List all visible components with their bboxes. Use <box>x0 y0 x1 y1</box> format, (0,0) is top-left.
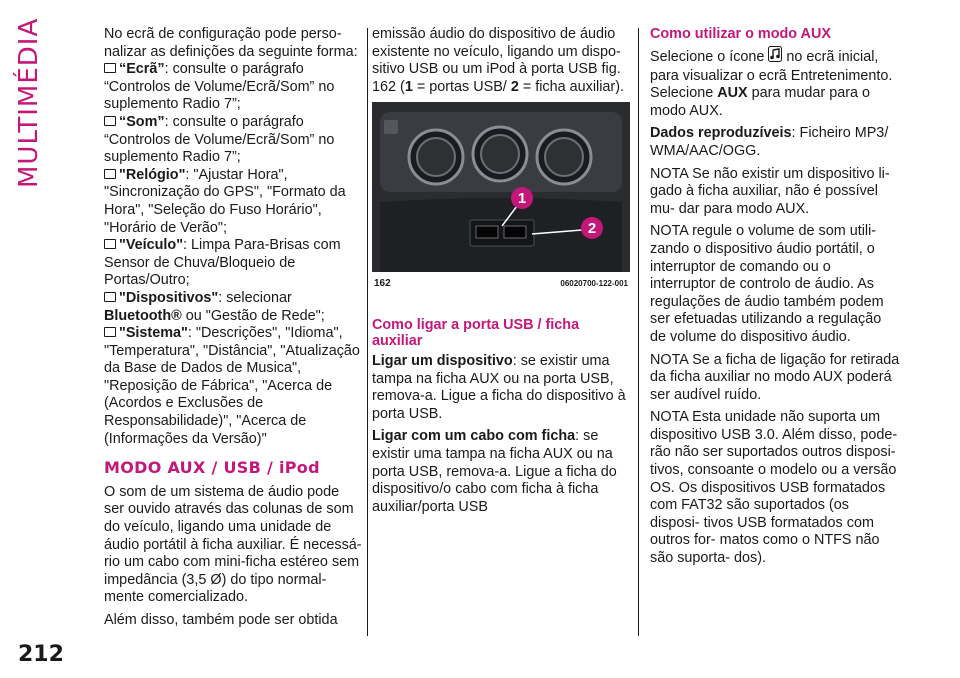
hvac-knob-left <box>409 130 463 184</box>
column-3 <box>650 26 900 573</box>
list-item <box>104 167 362 237</box>
text-run: : se existir uma tampa na ficha AUX ou na porta USB, remova-a. Ligue a ficha do dispositivo à porta USB. <box>372 352 626 422</box>
item-label: "Sistema" <box>119 325 188 342</box>
callout-2: 2 <box>587 220 597 238</box>
list-item <box>104 61 362 114</box>
section-heading: Como utilizar o modo AUX <box>650 26 831 42</box>
bold-term: AUX <box>717 85 748 102</box>
note-paragraph: NOTA regule o volume de som utili- zando o dispositivo áudio portátil, o interruptor de comando ou o interruptor de controlo de áudio. As regulações de áudio também podem ser efetuadas utilizando a regulação de volume do dispositivo áudio. <box>650 223 884 345</box>
section-tab-title: MULTIMÉDIA <box>14 17 44 188</box>
list-item <box>104 237 362 290</box>
ref-number: 1 <box>404 78 413 95</box>
item-text: : consulte o parágrafo “Controlos de Volume/Ecrã/Som” no suplemento Radio 7”; <box>104 61 335 113</box>
paragraph <box>650 125 900 160</box>
music-note-icon <box>768 46 782 68</box>
text-run: : Ficheiro MP3/ WMA/AAC/OGG. <box>650 125 889 159</box>
column-divider <box>367 28 368 636</box>
figure-caption <box>372 272 630 293</box>
paragraph <box>650 46 900 120</box>
note-paragraph: NOTA Se não existir um dispositivo li- gado à ficha auxiliar, não é possível mu- dar para modo AUX. <box>650 165 890 217</box>
text-run: = ficha auxiliar). <box>518 78 625 95</box>
text-run: = portas USB/ <box>412 78 511 95</box>
note-paragraph: NOTA Se a ficha de ligação for retirada da ficha auxiliar no modo AUX poderá ser audível ruído. <box>650 351 900 403</box>
hvac-knob-right <box>537 130 591 184</box>
note-paragraph: NOTA Esta unidade não suporta um dispositivo USB 3.0. Além disso, pode- rão não ser suportados outros disposi- tivos, consoante o modelo ou a versão OS. Os dispositivos USB formatados com FAT32 são suportados (os disposi- tivos USB formatados com outros for- matos como o NTFS não são suporta- dos). <box>650 409 898 567</box>
checkbox-icon <box>104 116 116 126</box>
figure-usb-aux-ports <box>372 102 630 272</box>
paragraph <box>372 353 630 423</box>
column-divider <box>638 28 639 636</box>
page-number: 212 <box>18 642 64 667</box>
paragraph <box>372 26 630 96</box>
item-text: : selecionar <box>218 289 292 306</box>
paragraph: O som de um sistema de áudio pode ser ouvido através das colunas de som do veículo, ligando uma unidade de áudio portátil à ficha auxiliar. É necessá- rio um cabo com mini-ficha estéreo sem impedância (3,5 Ø) do tipo normal- mente comercializado. <box>104 483 362 606</box>
checkbox-icon <box>104 239 116 249</box>
item-text: : Limpa Para-Brisas com Sensor de Chuva/Bloqueio de Portas/Outro; <box>104 237 341 289</box>
intro-paragraph: No ecrã de configuração pode perso- nalizar as definições da seguinte forma: <box>104 26 358 60</box>
column-2 <box>372 26 630 521</box>
list-item <box>104 325 362 448</box>
console-illustration <box>372 102 630 272</box>
list-item <box>104 290 362 325</box>
checkbox-icon <box>104 63 116 73</box>
hvac-knob-center <box>473 127 527 181</box>
checkbox-icon <box>104 292 116 302</box>
section-heading: MODO AUX / USB / iPod <box>104 458 320 478</box>
bold-term: Ligar com um cabo com ficha <box>372 428 576 445</box>
item-label: "Veículo" <box>119 237 184 254</box>
item-label: “Ecrã” <box>119 61 165 78</box>
item-text: : "Descrições", "Idioma", "Temperatura", "Distância", "Atualização da Base de Dados de Musica", "Reposição de Fábrica", "Acerca de (Acordos e Exclusões de Responsabilidade)", "Acerca de (Informações da Versão)" <box>104 325 360 447</box>
section-heading: Como ligar a porta USB / ficha auxiliar <box>372 316 580 349</box>
text-run: Selecione o ícone <box>650 49 765 65</box>
item-text: : consulte o parágrafo “Controlos de Volume/Ecrã/Som” no suplemento Radio 7”; <box>104 113 335 166</box>
checkbox-icon <box>104 327 116 337</box>
item-label: Bluetooth® <box>104 307 182 324</box>
callout-1: 1 <box>517 190 527 208</box>
bold-term: Ligar um dispositivo <box>372 352 513 369</box>
text-run: no ecrã inicial, para visualizar o ecrã Entretenimento. Selecione <box>650 49 893 102</box>
item-label: “Som” <box>119 113 165 130</box>
paragraph <box>372 428 630 516</box>
figure-number: 162 <box>374 278 391 290</box>
item-label: "Relógio" <box>119 166 186 183</box>
list-item <box>104 114 362 167</box>
text-run: para mudar para o modo AUX. <box>650 85 871 119</box>
item-text: ou "Gestão de Rede"; <box>181 307 325 324</box>
checkbox-icon <box>104 169 116 179</box>
item-text: : "Ajustar Hora", "Sincronização do GPS", "Formato da Hora", "Seleção do Fuso Horário", "Horário de Verão"; <box>104 166 346 236</box>
item-label: "Dispositivos" <box>119 289 219 306</box>
column-1 <box>104 26 362 635</box>
ref-number: 2 <box>510 78 519 95</box>
text-run: : se existir uma tampa na ficha AUX ou na porta USB, remova-a. Ligue a ficha do dispositivo/o cabo com ficha à ficha auxiliar/porta USB <box>372 428 617 515</box>
figure-code: 06020700-122-001 <box>560 279 628 289</box>
paragraph: Além disso, também pode ser obtida <box>104 612 338 628</box>
bold-term: Dados reproduzíveis <box>650 125 792 142</box>
text-run: emissão áudio do dispositivo de áudio existente no veículo, ligando um dispo- sitivo USB ou um iPod à porta USB fig. 162 ( <box>372 26 621 95</box>
